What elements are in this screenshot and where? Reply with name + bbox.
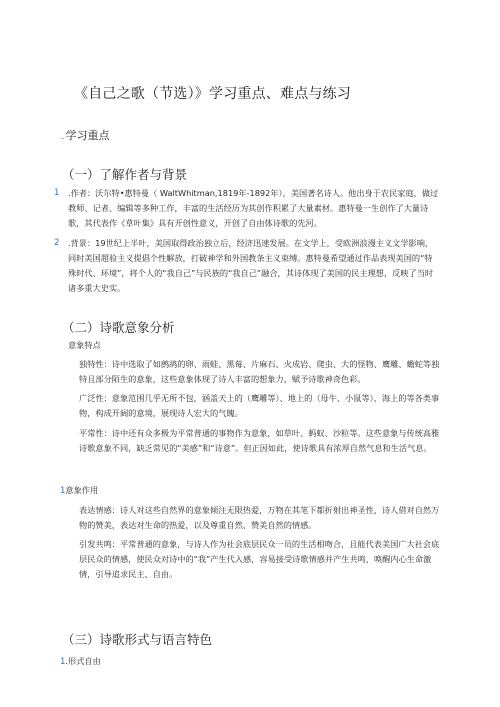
part1-item-1	[54, 186, 440, 231]
part3-heading: （三）诗歌形式与语言特色	[62, 632, 213, 647]
effects-label	[60, 485, 98, 496]
features-label: 意象特点	[68, 340, 101, 350]
part2-heading: （二）诗歌意象分析	[62, 320, 175, 335]
form-label-text: .形式自由	[65, 656, 101, 666]
section-marker: ..	[60, 133, 65, 141]
effects-label-text: 意象作用	[65, 485, 99, 495]
form-label	[60, 656, 101, 667]
effects-number: 1	[60, 486, 66, 496]
feature-uniqueness: 独特性：诗中选取了如鹧鸪的卵、雨蛙、黑莓、片麻石、火成岩、爬虫、大的怪物、鹰雕、蟾蛇等独特且部分陌生的意象，这些意象体现了诗人丰富的想象力，赋予诗歌神奇色彩。	[79, 359, 440, 384]
effect-emotion: 表达情感：诗人对这些自然界的意象倾注无限热爱，万物在其笔下都折射出神圣性，诗人借对自然万物的赞美，表达对生命的热爱，以及尊重自然、赞美自然的情感。	[79, 505, 440, 530]
section-heading	[60, 127, 109, 143]
page-title: 《自己之歌（节选）》学习重点、难点与练习	[74, 86, 351, 102]
effect-resonance: 引发共鸣：平常普通的意象，与诗人作为社会底层民众一员的生活相吻合，且能代表美国广大社会底层民众的情感，使民众对诗中的“我”产生代入感，容易接受诗歌情感并产生共鸣，唤醒内心生命激情，引导追求民主、自由。	[79, 539, 440, 579]
item-text: .作者：沃尔特•惠特曼（ WaltWhitman,1819年-1892年），美国著名诗人。他出身于农民家庭，做过教师、记者、编辑等多种工作，丰富的生活经历为其创作积累了大量素材。惠特曼一生创作了大量诗歌，其代表作《草叶集》具有开创性意义，开创了自由体诗歌的先河。	[68, 188, 439, 228]
part1-item-2	[54, 236, 440, 296]
feature-breadth: 广泛性：意象范围几乎无所不包，涵盖天上的（鹰雕等）、地上的（母牛、小鼠等）、海上的等各类事物，构成开阔的意境，展现诗人宏大的气魄。	[79, 393, 440, 418]
item-text: .背景：19世纪上半叶，美国取得政治独立后，经济迅速发展。在文学上，受欧洲浪漫主义文学影响，同时美国超验主义提倡个性解放，打破神学和外国教条主义束缚。惠特曼希望通过作品表现美国的“特殊时代、环境”，将个人的“我自己”与民族的“我自己”融合，其诗体现了美国的民主理想，反映了当时诸多重大史实。	[68, 238, 434, 293]
part1-heading: （一）了解作者与背景	[62, 167, 188, 182]
section-label: 学习重点	[65, 129, 110, 142]
item-number: 1	[54, 188, 60, 198]
form-number: 1	[60, 657, 66, 667]
feature-ordinariness: 平常性：诗中还有众多极为平常普通的事物作为意象，如草叶、蚂蚁、沙粒等。这些意象与传统高雅诗歌意象不同，缺乏常见的“美感”和“诗意”。但正因如此，使诗歌具有浓厚自然气息和生活气息。	[79, 428, 440, 453]
item-number: 2	[54, 238, 60, 248]
